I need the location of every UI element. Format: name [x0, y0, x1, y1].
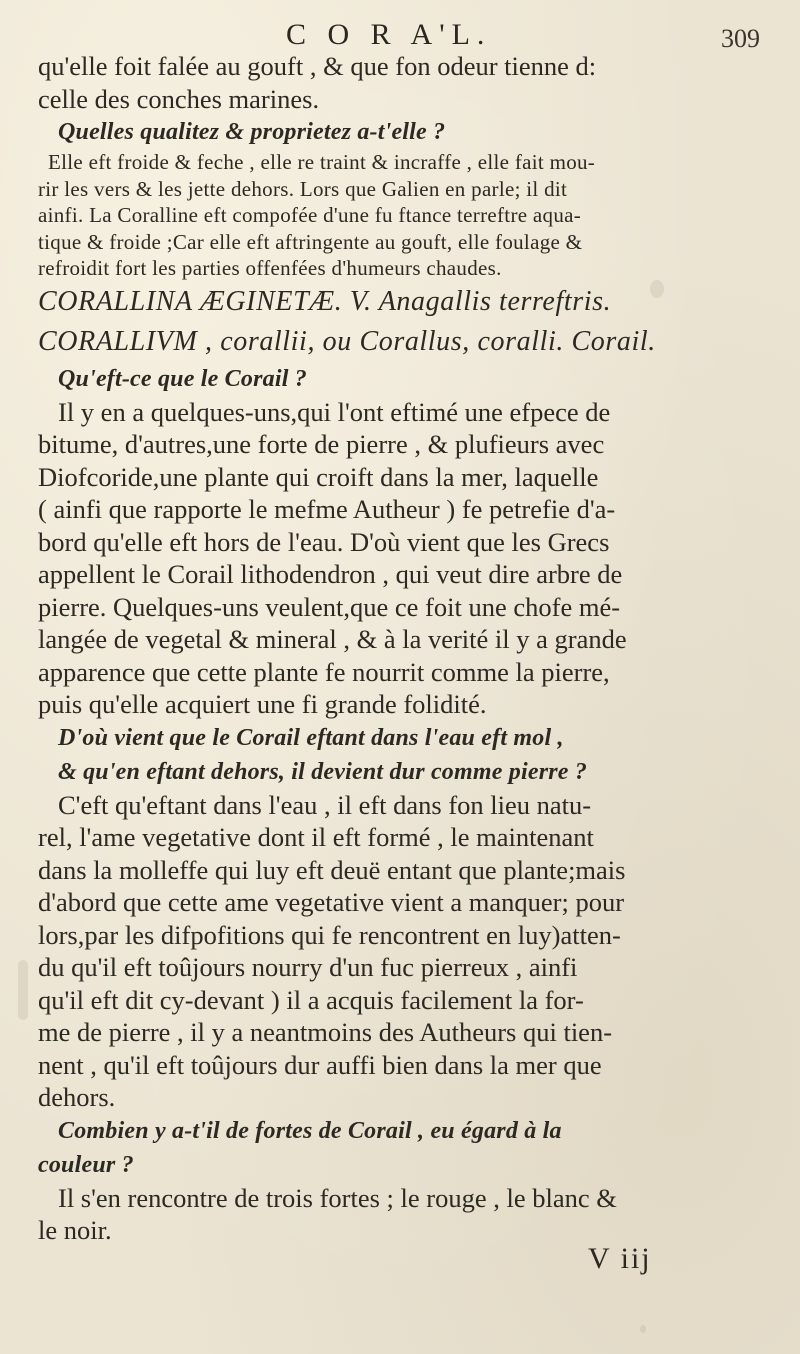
text-line: apparence que cette plante fe nourrit comme la pierre,	[38, 656, 610, 687]
text-line: pierre. Quelques-uns veulent,que ce foit une chofe mé-	[38, 591, 621, 622]
text-line: dans la molleffe qui luy eft deuë entant que plante;mais	[38, 854, 626, 885]
text-line: dehors.	[38, 1082, 116, 1112]
text-line: lors,par les difpofitions qui fe rencontrent en luy)atten-	[38, 919, 621, 950]
question-heading: & qu'en eftant dehors, il devient dur comme pierre ?	[58, 758, 588, 785]
question-heading: D'où vient que le Corail eftant dans l'eau eft mol ,	[58, 724, 564, 751]
question-heading: couleur ?	[38, 1151, 134, 1178]
entry-heading: CORALLIVM , corallii, ou Corallus, coralli. Corail.	[38, 325, 656, 357]
text-line: Elle eft froide & feche , elle re traint & incraffe , elle fait mou-	[48, 150, 596, 174]
question-heading: Combien y a-t'il de fortes de Corail , eu égard à la	[58, 1117, 562, 1144]
text-line: Diofcoride,une plante qui croift dans la mer, laquelle	[38, 461, 599, 492]
signature-mark: V iij	[588, 1242, 652, 1275]
text-line: rel, l'ame vegetative dont il eft formé , le maintenant	[38, 822, 594, 852]
paper-stain	[18, 960, 28, 1020]
text-line: d'abord que cette ame vegetative vient a manquer; pour	[38, 887, 625, 917]
text-line: rir les vers & les jette dehors. Lors que Galien en parle; il dit	[38, 176, 568, 201]
text-line: qu'elle foit falée au gouft , & que fon odeur tienne d:	[38, 51, 597, 81]
text-line: ( ainfi que rapporte le mefme Autheur ) fe petrefie d'a-	[38, 494, 616, 524]
text-line: Il s'en rencontre de trois fortes ; le rouge , le blanc &	[58, 1182, 617, 1213]
text-line: du qu'il eft toûjours nourry d'un fuc pierreux , ainfi	[38, 952, 578, 982]
text-line: me de pierre , il y a neantmoins des Autheurs qui tien-	[38, 1017, 613, 1047]
question-heading: Qu'eft-ce que le Corail ?	[58, 365, 307, 392]
text-line: nent , qu'il eft toûjours dur auffi bien dans la mer que	[38, 1049, 602, 1080]
text-line: Il y en a quelques-uns,qui l'ont eftimé une efpece de	[58, 396, 611, 427]
page-body	[38, 50, 764, 1247]
text-line: bord qu'elle eft hors de l'eau. D'où vient que les Grecs	[38, 526, 610, 557]
question-heading: Quelles qualitez & proprietez a-t'elle ?	[58, 119, 446, 145]
running-head: C O R A'L.	[286, 18, 492, 51]
page-number: 309	[721, 24, 760, 53]
paper-stain	[640, 1325, 646, 1333]
text-line: appellent le Corail lithodendron , qui veut dire arbre de	[38, 559, 623, 589]
text-line: refroidit fort les parties offenfées d'humeurs chaudes.	[38, 256, 502, 280]
text-line: celle des conches marines.	[38, 83, 320, 114]
text-line: qu'il eft dit cy-devant ) il a acquis facilement la for-	[38, 984, 584, 1015]
text-line: tique & froide ;Car elle eft aftringente au gouft, elle foulage &	[38, 229, 583, 254]
text-line: C'eft qu'eftant dans l'eau , il eft dans fon lieu natu-	[58, 789, 592, 820]
paper-stain	[650, 280, 664, 298]
text-line: puis qu'elle acquiert une fi grande folidité.	[38, 689, 487, 719]
text-line: langée de vegetal & mineral , & à la verité il y a grande	[38, 624, 627, 654]
text-line: le noir.	[38, 1215, 112, 1245]
text-line: bitume, d'autres,une forte de pierre , & plufieurs avec	[38, 429, 605, 459]
entry-heading: CORALLINA ÆGINETÆ. V. Anagallis terreftris.	[38, 285, 612, 317]
text-line: ainfi. La Coralline eft compofée d'une fu ftance terreftre aqua-	[38, 203, 582, 227]
